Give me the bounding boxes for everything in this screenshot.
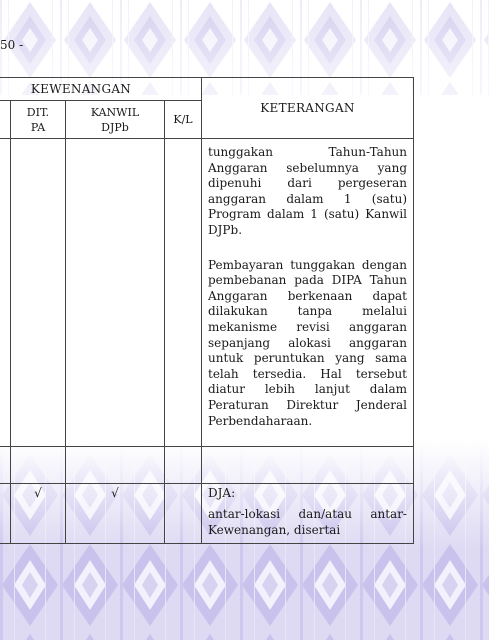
check-mark: √ [11,484,66,544]
kewenangan-header: KEWENANGAN [0,78,202,101]
table-row [0,139,414,447]
kanwil-djpb-header: KANWIL DJPb [66,101,165,139]
keterangan-cell [202,484,414,544]
cell-empty [0,139,11,447]
page-number: 50 - [0,38,24,52]
dja-label: DJA: [208,486,236,500]
cell-empty [66,447,165,484]
cell-empty [165,447,202,484]
cell-empty [0,484,11,544]
cell-empty [165,139,202,447]
table-header-row-1 [0,78,414,101]
prev-column-header-stub [0,101,11,139]
keterangan-paragraph: Pembayaran tunggakan dengan pembebanan pada DIPA Tahun Anggaran berkenaan dapat dilakukan tanpa melalui mekanisme revisi anggaran sepanjang alokasi anggaran untuk peruntukan yang sama telah tersedia. Hal tersebut diatur lebih lanjut dalam Peraturan Direktur Jenderal Perbendaharaan. [208,257,407,428]
table-row [0,447,414,484]
dit-pa-header: DIT. PA [11,101,66,139]
table-row [0,484,414,544]
cell-empty [0,447,11,484]
cell-empty [11,139,66,447]
keterangan-header: KETERANGAN [202,78,414,139]
authority-table [0,77,414,544]
cell-empty [11,447,66,484]
keterangan-cell [202,139,414,447]
cell-empty [66,139,165,447]
keterangan-paragraph: tunggakan Tahun-Tahun Anggaran sebelumnya yang dipenuhi dari pergeseran anggaran dalam 1 (satu) Program dalam 1 (satu) Kanwil DJPb. [208,145,407,237]
keterangan-paragraph: antar-lokasi dan/atau antar-Kewenangan, disertai [208,507,407,537]
kl-header: K/L [165,101,202,139]
check-mark: √ [66,484,165,544]
cell-empty [202,447,414,484]
cell-empty [165,484,202,544]
